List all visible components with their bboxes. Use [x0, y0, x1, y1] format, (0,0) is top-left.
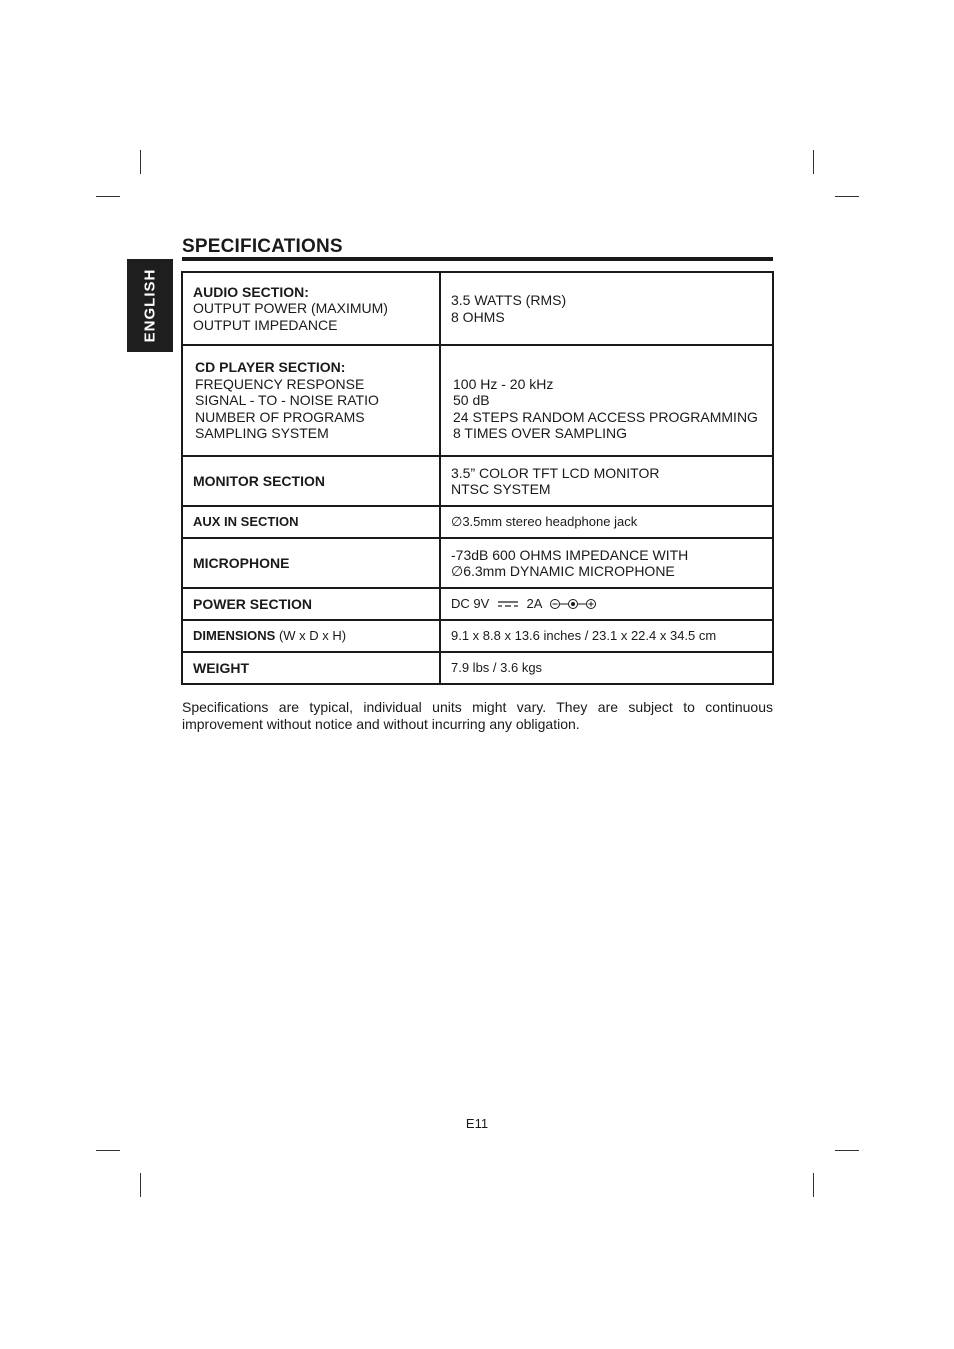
spec-value-cell — [440, 345, 773, 456]
spec-label: FREQUENCY RESPONSE — [195, 375, 365, 392]
section-heading: MONITOR SECTION — [193, 472, 325, 489]
spec-value-cell — [440, 588, 773, 620]
spec-value: -73dB 600 OHMS IMPEDANCE WITH — [451, 546, 689, 563]
section-heading: AUDIO SECTION: — [193, 283, 309, 300]
spec-value: DC 9V — [451, 595, 490, 611]
section-heading: POWER SECTION — [193, 595, 313, 612]
crop-mark — [813, 1173, 814, 1197]
crop-mark — [96, 1150, 120, 1151]
dc-current-icon — [497, 600, 519, 608]
spec-label-cell — [182, 538, 440, 588]
page-number: E11 — [465, 1116, 489, 1131]
spec-value: 7.9 lbs / 3.6 kgs — [451, 660, 543, 676]
spec-label-cell — [182, 345, 440, 456]
crop-mark — [96, 196, 120, 197]
spec-value-cell — [440, 506, 773, 538]
spec-value: 100 Hz - 20 kHz — [453, 375, 554, 392]
section-heading: WEIGHT — [193, 659, 249, 676]
spec-value-cell — [440, 272, 773, 345]
crop-mark — [813, 150, 814, 174]
table-row — [182, 272, 773, 345]
spec-value: 3.5 WATTS (RMS) — [451, 292, 567, 308]
section-heading: CD PLAYER SECTION: — [195, 359, 346, 376]
polarity-icon — [549, 598, 597, 610]
spec-value: ∅6.3mm DYNAMIC MICROPHONE — [451, 563, 675, 579]
spec-label: SIGNAL - TO - NOISE RATIO — [195, 392, 379, 409]
table-row — [182, 506, 773, 538]
spec-value: 24 STEPS RANDOM ACCESS PROGRAMMING — [453, 408, 758, 425]
spec-value: 9.1 x 8.8 x 13.6 inches / 23.1 x 22.4 x 34.5 cm — [451, 628, 717, 644]
spec-label-cell — [182, 272, 440, 345]
section-heading: AUX IN SECTION — [193, 514, 299, 530]
section-heading: DIMENSIONS — [193, 627, 276, 643]
language-tab-label: ENGLISH — [141, 268, 159, 343]
spec-label: SAMPLING SYSTEM — [195, 425, 329, 442]
spec-label-cell — [182, 506, 440, 538]
crop-mark — [835, 1150, 859, 1151]
crop-mark — [835, 196, 859, 197]
spec-label-cell — [182, 652, 440, 684]
crop-mark — [140, 1173, 141, 1197]
language-tab — [127, 259, 173, 352]
spec-label-cell — [182, 620, 440, 652]
section-heading-suffix: (W x D x H) — [275, 627, 347, 643]
spec-value: 3.5” COLOR TFT LCD MONITOR — [451, 464, 660, 481]
spec-label: OUTPUT POWER (MAXIMUM) — [193, 300, 388, 317]
spec-value: NTSC SYSTEM — [451, 481, 551, 497]
spec-value-cell — [440, 620, 773, 652]
spec-value: 8 TIMES OVER SAMPLING — [453, 425, 628, 441]
table-row — [182, 652, 773, 684]
spec-value-cell — [440, 652, 773, 684]
page-title: SPECIFICATIONS — [182, 236, 343, 257]
spec-value: ∅3.5mm stereo headphone jack — [451, 514, 638, 530]
spec-value: 2A — [526, 595, 542, 611]
table-row — [182, 620, 773, 652]
spec-label-cell — [182, 588, 440, 620]
table-row — [182, 538, 773, 588]
title-underline — [182, 257, 773, 261]
spec-value: 50 dB — [453, 392, 490, 408]
spec-label-cell — [182, 456, 440, 506]
table-row — [182, 588, 773, 620]
crop-mark — [140, 150, 141, 174]
spec-value-cell — [440, 456, 773, 506]
spec-label: OUTPUT IMPEDANCE — [193, 316, 338, 333]
specifications-note: Specifications are typical, individual units might vary. They are subject to continuous improvement without notice and without incurring any obligation. — [182, 699, 773, 732]
section-heading: MICROPHONE — [193, 554, 290, 571]
specifications-table — [181, 271, 774, 685]
table-row — [182, 456, 773, 506]
table-row — [182, 345, 773, 456]
spec-value: 8 OHMS — [451, 308, 505, 325]
spec-label: NUMBER OF PROGRAMS — [195, 408, 365, 425]
spec-value-cell — [440, 538, 773, 588]
